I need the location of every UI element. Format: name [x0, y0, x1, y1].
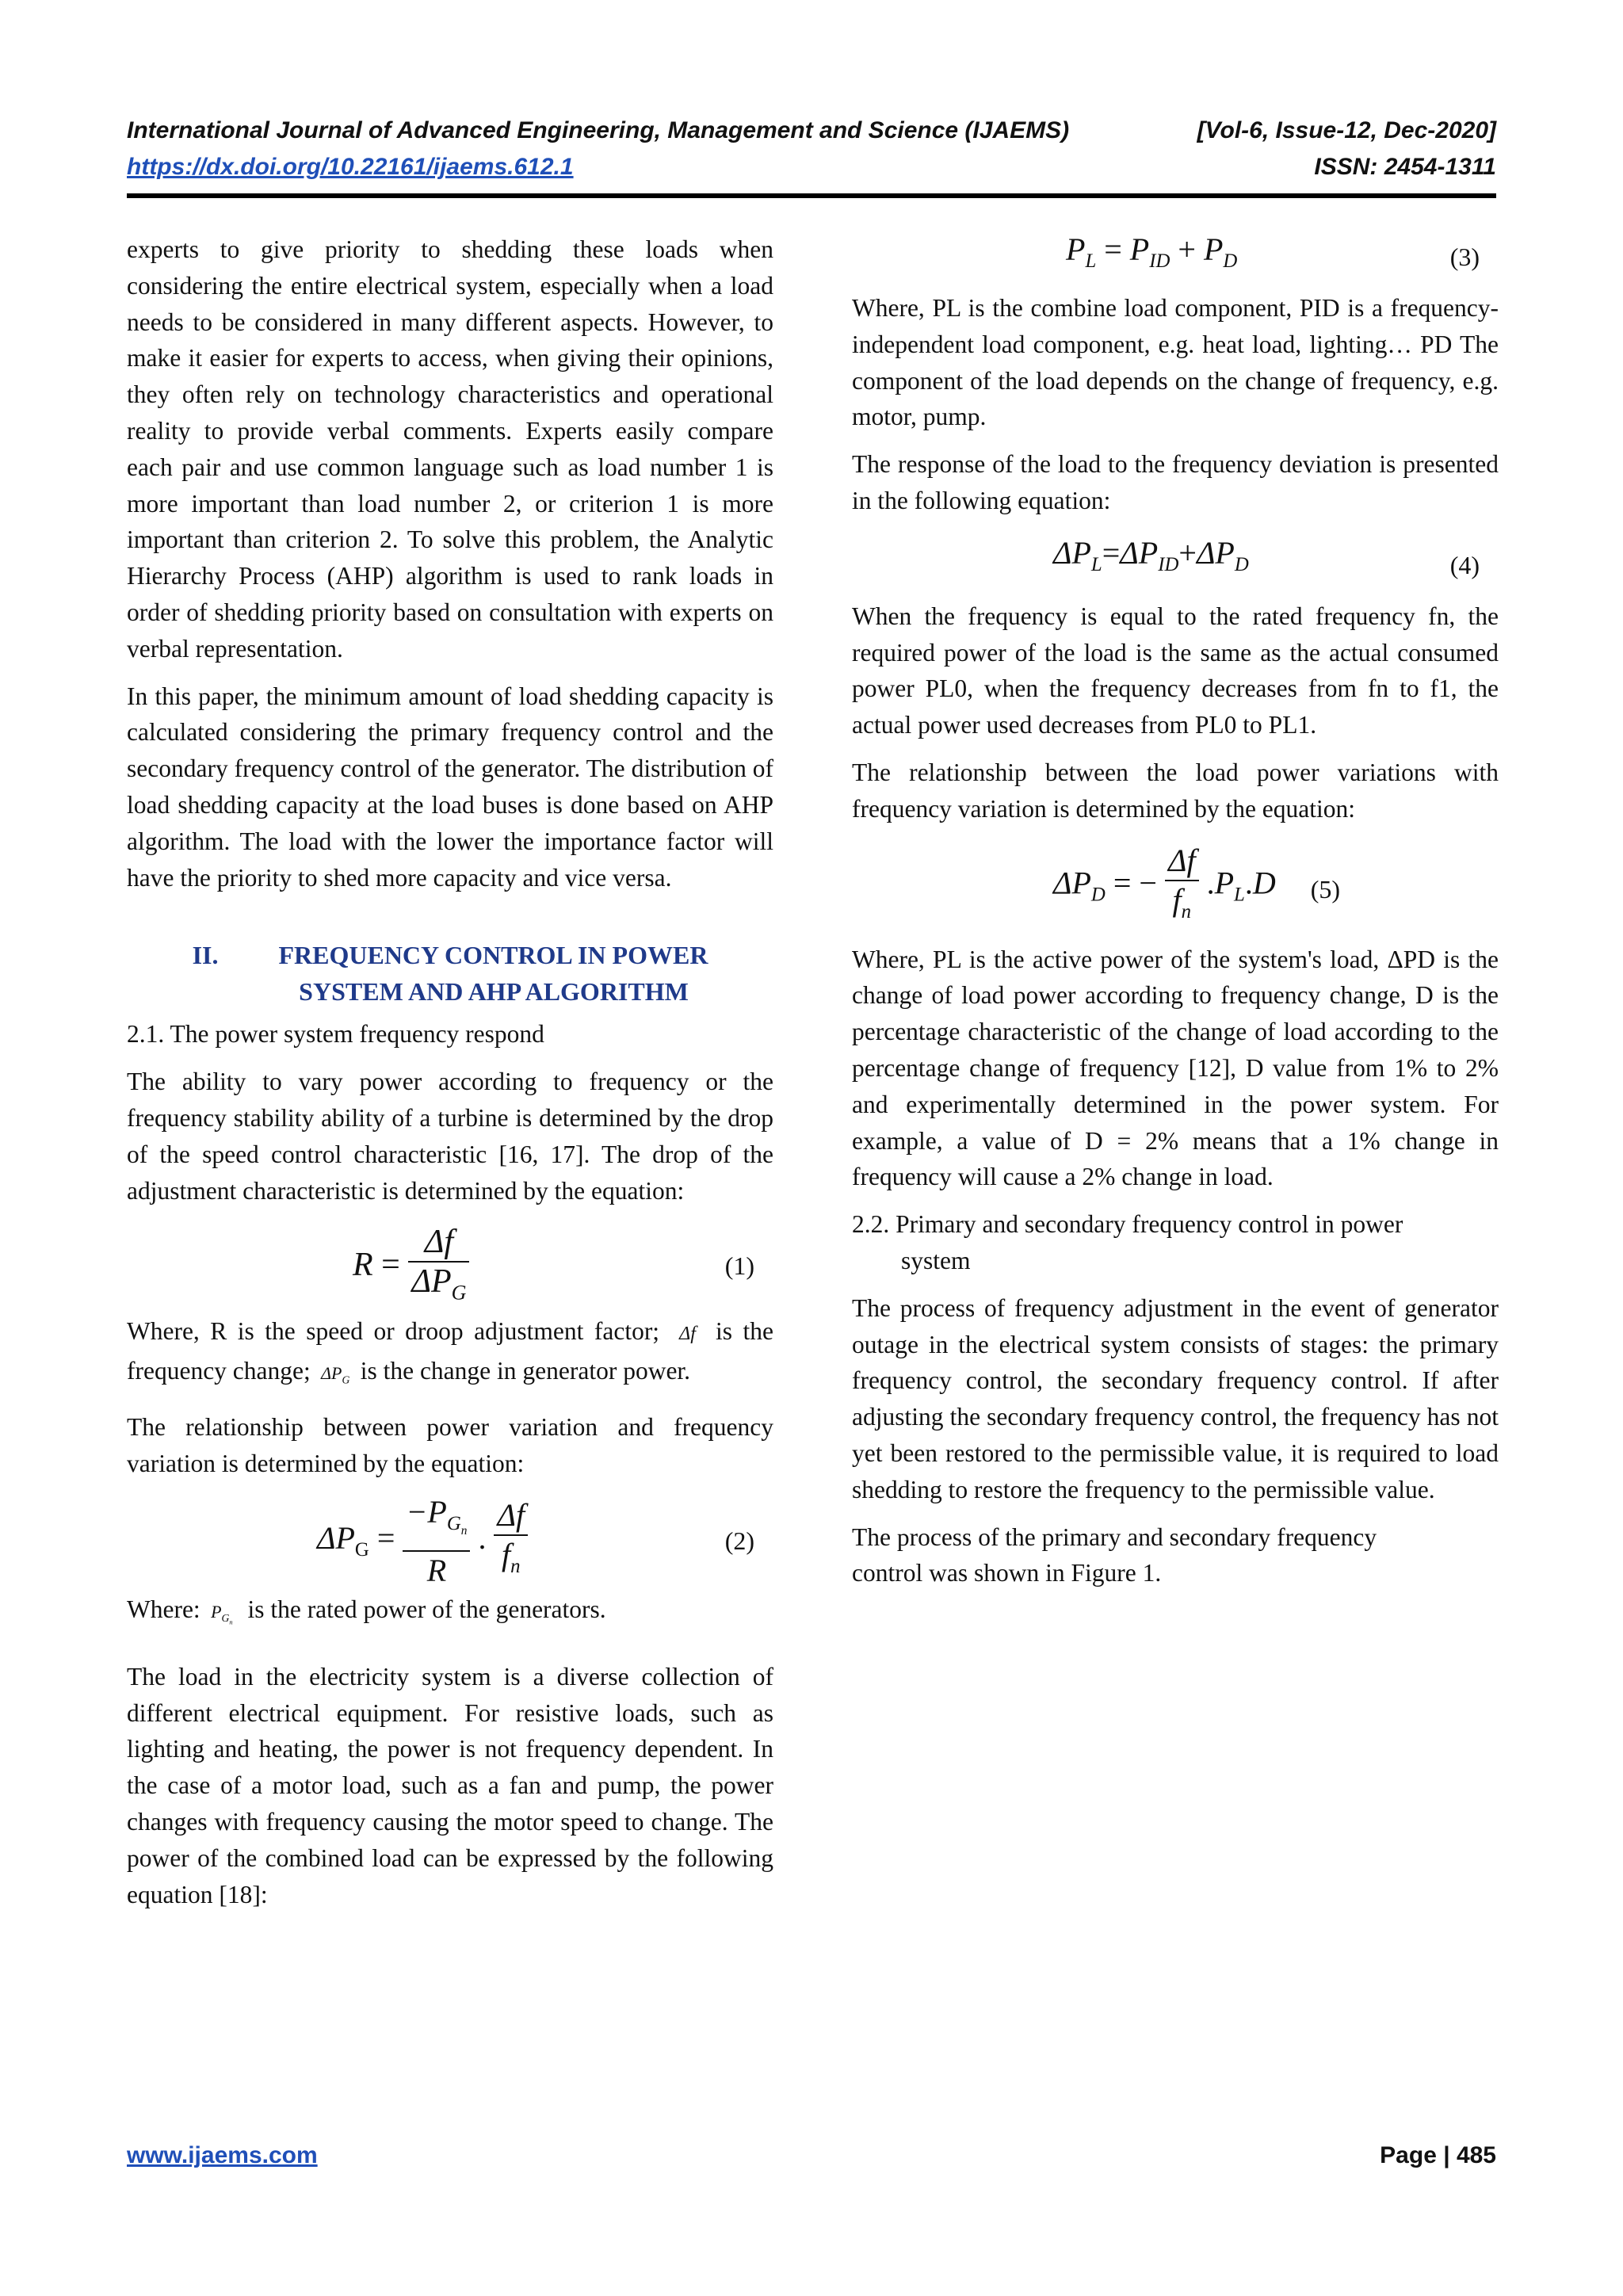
- equation-3: $P_L = P_{ID} + P_D$ (3): [852, 231, 1499, 290]
- doi-link[interactable]: https://dx.doi.org/10.22161/ijaems.612.1: [127, 154, 574, 180]
- paragraph: The relationship between power variation and frequency variation is determined by the equation:: [127, 1413, 773, 1478]
- equation-5: $\Delta P_D$ = − $\frac{\Delta f}{f_n}$ $.P_L.D$ (5): [1053, 842, 1340, 923]
- paragraph: The process of frequency adjustment in the event of generator outage in the electrical system consists of stages: the primary frequency control, the secondary frequency control. If after adjusting the secondary frequency control, the frequency has not yet been restored to the permissible value, it is required to load shedding to restore the frequency to the permissible value.: [852, 1293, 1499, 1503]
- equation-number: (4): [1449, 550, 1480, 579]
- text-run: Where, R is the speed or droop adjustment factor;: [127, 1317, 660, 1346]
- equation-number: (2): [724, 1526, 754, 1555]
- paragraph: experts to give priority to shedding these loads when considering the entire electrical system, especially when a load needs to be considered in many different aspects. However, to make it easier for experts to access, when giving their opinions, they often rely on technology characteristics and operational reality to provide verbal comments. Experts easily compare each pair and use common language such as load number 1 is more important than load number 2, or criterion 1 is more important than criterion 2. To solve this problem, the Analytic Hierarchy Process (AHP) algorithm is used to rank loads in order of shedding priority based on consultation with experts on verbal representation.: [127, 235, 773, 663]
- paragraph: In this paper, the minimum amount of load shedding capacity is calculated considering the primary frequency control and the secondary frequency control of the generator. The distribution of load shedding capacity at the load buses is done based on AHP algorithm. The load with the lower the importance factor will have the priority to shed more capacity and vice versa.: [127, 682, 773, 892]
- subsection-heading: [852, 1206, 1499, 1279]
- header-rule: [127, 193, 1496, 198]
- text-run: is the change in generator power.: [360, 1357, 691, 1385]
- right-column: [852, 231, 1499, 1591]
- paragraph: Where: $P_{G_n}$ is the rated power of the generators.: [127, 1595, 606, 1627]
- subsection-line: system: [901, 1246, 971, 1274]
- running-header: [127, 117, 1496, 149]
- paragraph: Where, R is the speed or droop adjustment factor; Δf is the frequency change; $\Delta P_G$ is the change in generator power.: [127, 1317, 773, 1386]
- page-footer: [127, 2142, 1496, 2177]
- running-header-links: [127, 154, 1496, 185]
- equation-1: R = $\frac{\Delta f}{\Delta P_G}$ (1): [353, 1224, 754, 1305]
- equation-2: $\Delta P_G$ = $\frac{-P_{G_n}}{R}$ . $\frac{\Delta f}{f_n}$ (2): [317, 1493, 754, 1588]
- text-run: Where:: [127, 1595, 200, 1623]
- volume-info: [Vol-6, Issue-12, Dec-2020]: [1197, 117, 1496, 143]
- paragraph: Where, PL is the active power of the system's load, ΔPD is the change of load power according to frequency change, D is the percentage characteristic of the change of load according to the percentage change of frequency [12], D value from 1% to 2% and experimentally determined in the power system. For example, a value of D = 2% means that a 1% change in frequency will cause a 2% change in load.: [852, 945, 1499, 1191]
- equation-number: (1): [724, 1251, 754, 1281]
- subsection-heading: 2.1. The power system frequency respond: [127, 1020, 544, 1049]
- text-line: The process of the primary and secondary frequency: [852, 1522, 1377, 1551]
- paragraph: The ability to vary power according to frequency or the frequency stability ability of a turbine is determined by the drop of the speed control characteristic [16, 17]. The drop of the adjustment characteristic is determined by the equation:: [127, 1068, 773, 1205]
- journal-title: International Journal of Advanced Engineering, Management and Science (IJAEMS): [127, 117, 1070, 143]
- section-number: II.: [192, 941, 219, 970]
- paragraph: The load in the electricity system is a diverse collection of different electrical equipment. For resistive loads, such as lighting and heating, the power is not frequency dependent. In the case of a motor load, such as a fan and pump, the power changes with frequency causing the motor speed to change. The power of the combined load can be expressed by the following equation [18]:: [127, 1662, 773, 1908]
- paragraph: The response of the load to the frequency deviation is presented in the following equation:: [852, 450, 1499, 514]
- paragraph: Where, PL is the combine load component, PID is a frequency-independent load component, e.g. heat load, lighting… PD The component of the load depends on the change of frequency, e.g. motor, pump.: [852, 294, 1499, 431]
- paragraph: When the frequency is equal to the rated frequency fn, the required power of the load is the same as the actual consumed power PL0, when the frequency decreases from fn to f1, the actual power used decreases from PL0 to PL1.: [852, 602, 1499, 739]
- page-number: Page | 485: [1380, 2142, 1496, 2168]
- website-link[interactable]: www.ijaems.com: [127, 2142, 318, 2168]
- text-line: control was shown in Figure 1.: [852, 1559, 1162, 1587]
- issn: ISSN: 2454-1311: [1314, 154, 1496, 180]
- equation-number: (5): [1310, 874, 1340, 904]
- section-heading: [127, 937, 773, 1010]
- left-column: [127, 231, 773, 1924]
- paragraph: The relationship between the load power variations with frequency variation is determined by the equation:: [852, 758, 1499, 823]
- paragraph: [852, 1519, 1499, 1592]
- text-run: is the rated power of the generators.: [247, 1595, 606, 1623]
- equation-4: $\Delta P_L=\Delta P_{ID}+\Delta P_D$ (4): [852, 530, 1499, 598]
- section-title-line1: FREQUENCY CONTROL IN POWER: [278, 941, 708, 970]
- equation-number: (3): [1449, 243, 1480, 271]
- subsection-line: 2.2. Primary and secondary frequency control in power: [852, 1210, 1403, 1239]
- section-title-line2: SYSTEM AND AHP ALGORITHM: [299, 977, 689, 1007]
- text-run: is the frequency change;: [127, 1317, 773, 1385]
